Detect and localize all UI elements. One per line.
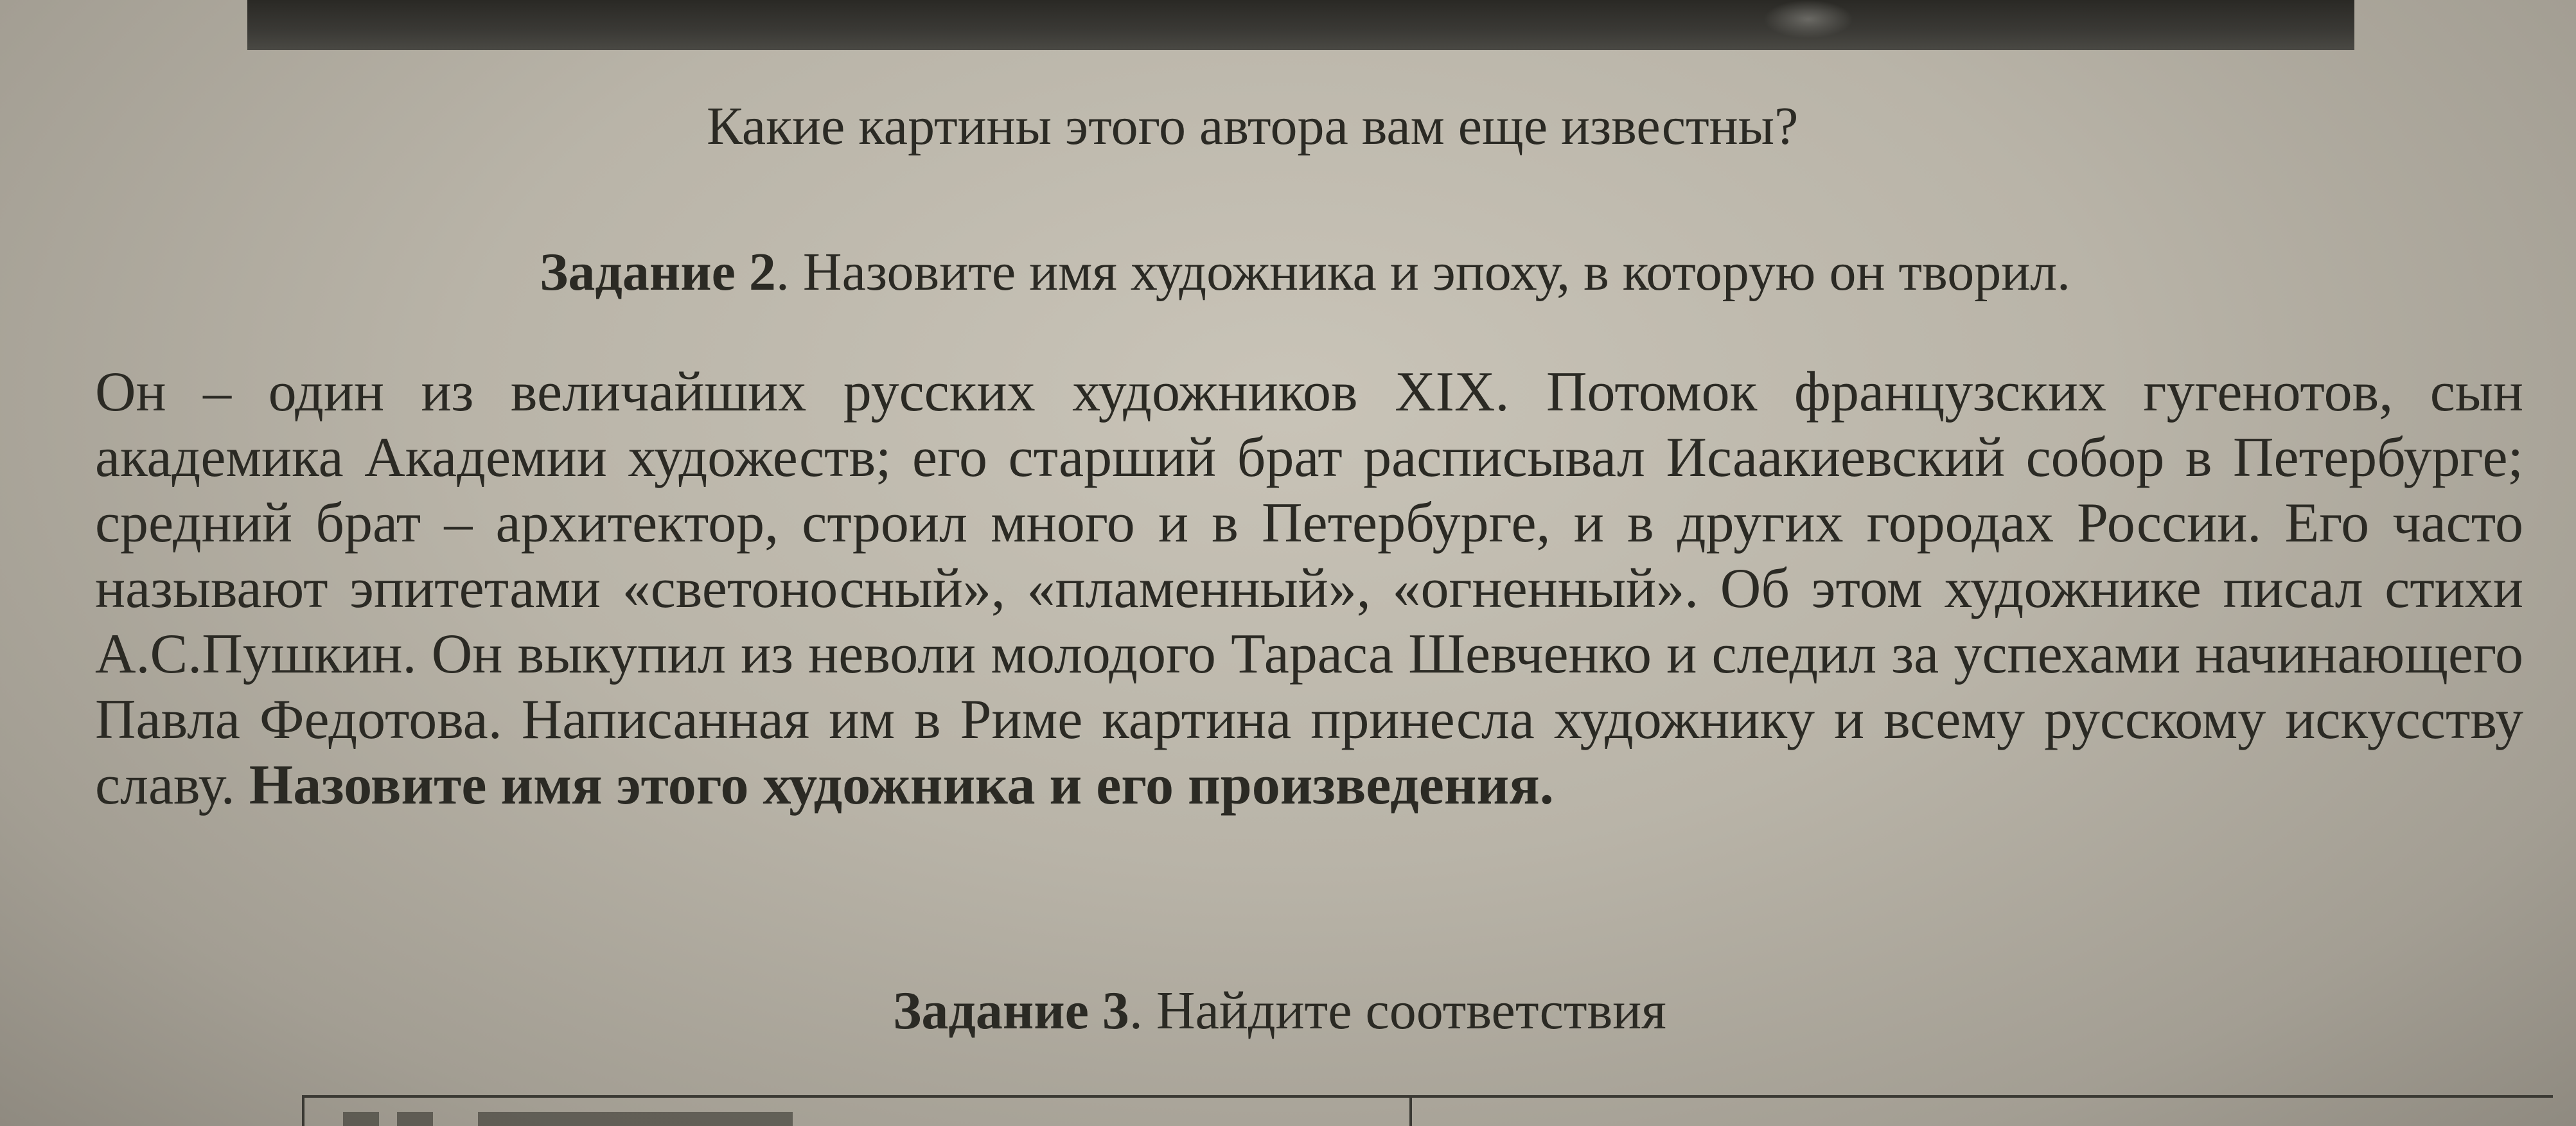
task-3-heading <box>893 980 1666 1042</box>
paragraph-bold-text: Назовите имя этого художника и его произведения. <box>249 754 1554 816</box>
cut-off-table-text <box>343 1112 793 1126</box>
task-2-text: . Назовите имя художника и эпоху, в которую он творил. <box>775 242 2071 302</box>
cropped-top-image <box>247 0 2354 50</box>
task-2-heading <box>540 241 2070 303</box>
task-2-label: Задание 2 <box>540 242 776 302</box>
task-2-paragraph <box>95 360 2523 818</box>
table-column-divider <box>1409 1098 1412 1126</box>
task-3-label: Задание 3 <box>893 981 1129 1041</box>
task-3-text: . Найдите соответствия <box>1129 981 1666 1041</box>
paragraph-text: Он – один из величайших русских художников XIX. Потомок французских гугенотов, сын академика Академии художеств; его старший брат расписывал Исаакиевский собор в Петербурге; средний брат – архитектор, строил много и в Петербурге, и в других городах России. Его часто называют эпитетами «светоносный», «пламенный», «огненный». Об этом художнике писал стихи А.С.Пушкин. Он выкупил из неволи молодого Тараса Шевченко и следил за успехами начинающего Павла Федотова. Написанная им в Риме картина принесла художнику и всему русскому искусству славу. <box>95 361 2523 816</box>
matching-table-top <box>302 1095 2553 1126</box>
image-highlight <box>1763 0 1853 39</box>
question-heading: Какие картины этого автора вам еще известны? <box>707 96 1799 156</box>
